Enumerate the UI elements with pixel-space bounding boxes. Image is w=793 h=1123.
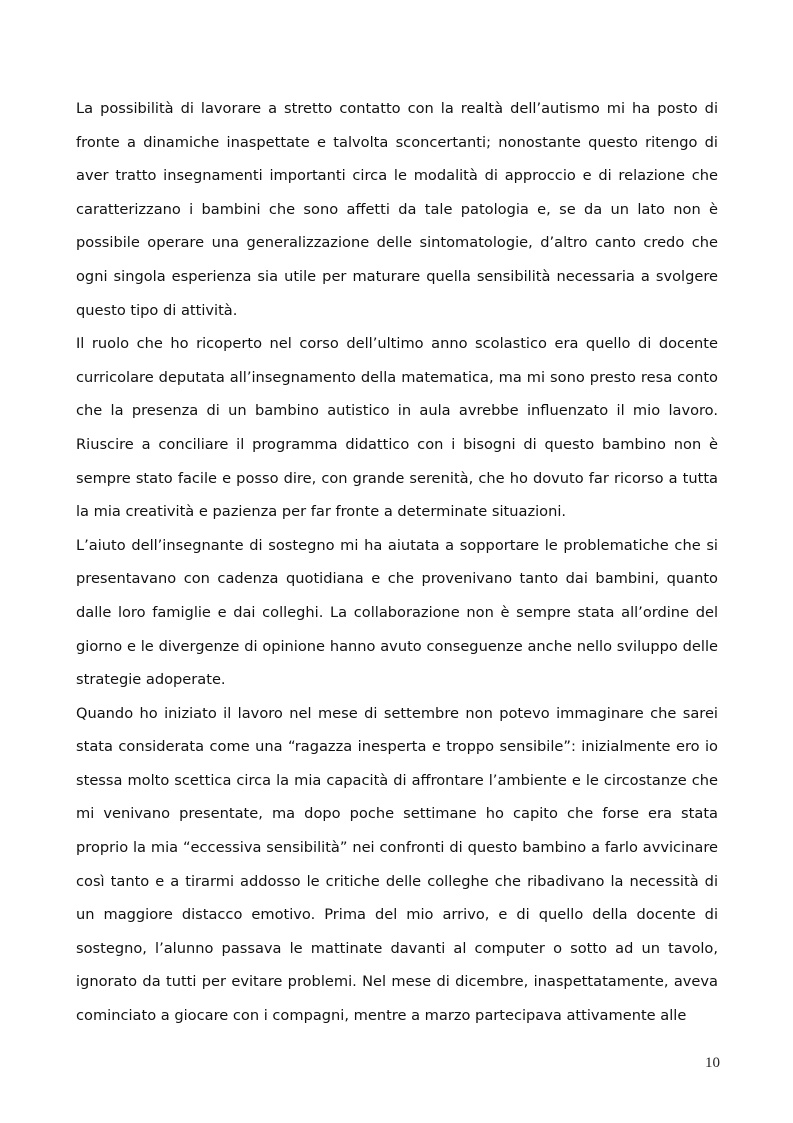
paragraph-support-teacher: L’aiuto dell’insegnante di sostegno mi ha aiutata a sopportare le problematiche che si presentavano con cadenza quotidiana e che provenivano tanto dai bambini, quanto dalle loro famiglie e dai colleghi. La collaborazione non è sempre stata all’ordine del giorno e le divergenze di opinione hanno avuto conseguenze anche nello sviluppo delle strategie adoperate.: [76, 536, 718, 689]
paragraph-autism-experience: La possibilità di lavorare a stretto contatto con la realtà dell’autismo mi ha posto di fronte a dinamiche inaspettate e talvolta sconcertanti; nonostante questo ritengo di aver tratto insegnamenti importanti circa le modalità di approccio e di relazione che caratterizzano i bambini che sono affetti da tale patologia e, se da un lato non è possibile operare una generalizzazione delle sintomatologie, d’altro canto credo che ogni singola esperienza sia utile per maturare quella sensibilità necessaria a svolgere questo tipo di attività.: [76, 100, 718, 319]
paragraph-teacher-role: Il ruolo che ho ricoperto nel corso dell’ultimo anno scolastico era quello di docente curricolare deputata all’insegnamento della matematica, ma mi sono presto resa conto che la presenza di un bambino autistico in aula avrebbe influenzato il mio lavoro. Riuscire a conciliare il programma didattico con i bisogni di questo bambino non è sempre stato facile e posso dire, con grande serenità, che ho dovuto far ricorso a tutta la mia creatività e pazienza per far fronte a determinate situazioni.: [76, 335, 718, 521]
paragraph-september-start: Quando ho iniziato il lavoro nel mese di settembre non potevo immaginare che sarei stata considerata come una “ragazza inesperta e troppo sensibile”: inizialmente ero io stessa molto scettica circa la mia capacità di affrontare l’ambiente e le circostanze che mi venivano presentate, ma dopo poche settimane ho capito che forse era stata proprio la mia “eccessiva sensibilità” nei confronti di questo bambino a farlo avvicinare così tanto e a tirarmi addosso le critiche delle colleghe che ribadivano la necessità di un maggiore distacco emotivo. Prima del mio arrivo, e di quello della docente di sostegno, l’alunno passava le mattinate davanti al computer o sotto ad un tavolo, ignorato da tutti per evitare problemi. Nel mese di dicembre, inaspettatamente, aveva cominciato a giocare con i compagni, mentre a marzo partecipava attivamente alle: [76, 704, 718, 1025]
page-number: 10: [705, 1055, 720, 1071]
body-text: [76, 92, 718, 1033]
